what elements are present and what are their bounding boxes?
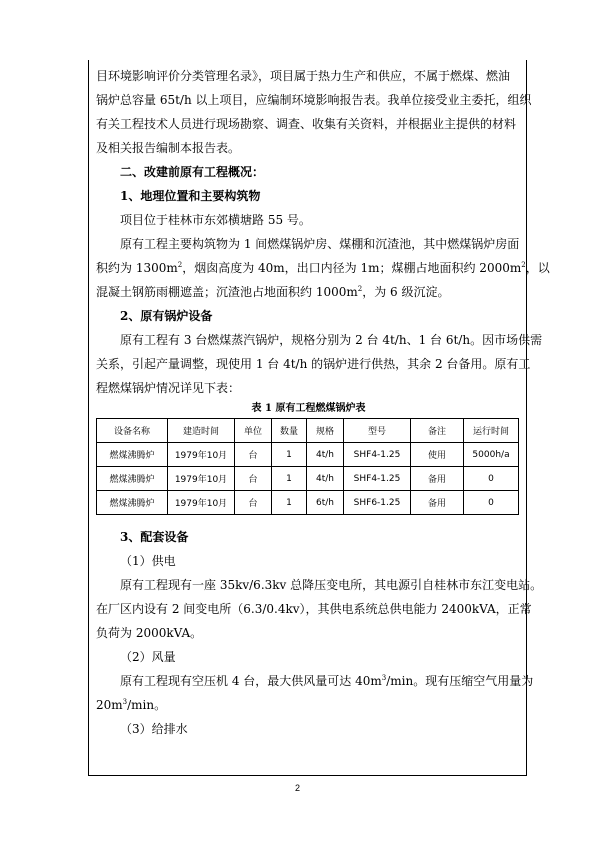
table-cell: 5000h/a [464, 443, 519, 467]
table-cell: 4t/h [307, 443, 344, 467]
paragraph-line: 负荷为 2000kVA。 [96, 626, 203, 640]
paragraph-line: 及相关报告编制本报告表。 [96, 141, 241, 155]
column-header: 建造时间 [168, 419, 235, 443]
paragraph-line: 锅炉总容量 65t/h 以上项目，应编制环境影响报告表。我单位接受业主委托，组织 [96, 93, 532, 107]
table-cell: 4t/h [307, 467, 344, 491]
paragraph-line: 关系，引起产量调整，现使用 1 台 4t/h 的锅炉进行供热，其余 2 台备用。原有工 [96, 357, 531, 371]
paragraph-line [96, 693, 521, 717]
paragraph-line: 在厂区内设有 2 间变电所（6.3/0.4kv），其供电系统总供电能力 2400kVA，正常 [96, 602, 532, 616]
paragraph-line: 原有工程主要构筑物为 1 间燃煤锅炉房、煤棚和沉渣池，其中燃煤锅炉房面 [120, 237, 520, 251]
table-cell: 1 [272, 443, 307, 467]
table-cell: 备用 [411, 467, 464, 491]
item-heading: （3）给排水 [120, 722, 188, 736]
paragraph-line: 原有工程现有一座 35kv/6.3kv 总降压变电所，其电源引自桂林市东江变电站。 [120, 578, 543, 592]
section-heading: 二、改建前原有工程概况： [120, 165, 265, 179]
table-cell: SHF4-1.25 [344, 467, 411, 491]
table-cell: 备用 [411, 491, 464, 515]
text-run: ，烟囱高度为 40m，出口内径为 1m；煤棚占地面积约 2000m [182, 261, 522, 275]
paragraph-line: 项目位于桂林市东郊横塘路 55 号。 [120, 213, 311, 227]
table-cell: 0 [464, 491, 519, 515]
table-cell: 1 [272, 491, 307, 515]
text-run: 混凝土钢筋雨棚遮盖；沉渣池占地面积约 1000m [96, 285, 358, 299]
subsection-heading: 3、配套设备 [120, 530, 189, 544]
paragraph-line: 目环境影响评价分类管理名录》，项目属于热力生产和供应，不属于燃煤、燃油 [96, 69, 511, 83]
superscript: 2 [177, 261, 183, 269]
table-cell: 1979年10月 [168, 491, 235, 515]
text-run: ，以 [525, 261, 550, 275]
column-header: 型号 [344, 419, 411, 443]
table-cell: 燃煤沸腾炉 [97, 491, 168, 515]
table-cell: 1979年10月 [168, 443, 235, 467]
text-run: 20m [96, 698, 123, 712]
superscript: 2 [521, 261, 526, 269]
table-cell: 燃煤沸腾炉 [97, 467, 168, 491]
item-heading: （2）风量 [120, 650, 176, 664]
column-header: 数量 [272, 419, 307, 443]
table-cell: 台 [235, 491, 272, 515]
text-run: /min。现有压缩空气用量为 [386, 674, 534, 688]
table-cell: 台 [235, 467, 272, 491]
table-cell: 使用 [411, 443, 464, 467]
subsection-heading: 2、原有锅炉设备 [120, 309, 213, 323]
table-header-row [97, 419, 519, 443]
paragraph-line: 原有工程有 3 台燃煤蒸汽锅炉，规格分别为 2 台 4t/h、1 台 6t/h。因市场供需 [120, 333, 543, 347]
superscript: 2 [357, 285, 363, 293]
spacer [96, 515, 521, 525]
column-header: 设备名称 [97, 419, 168, 443]
superscript: 3 [122, 698, 128, 706]
table-cell: 0 [464, 467, 519, 491]
text-run: ，为 6 级沉淀。 [362, 285, 450, 299]
item-heading: （1）供电 [120, 554, 176, 568]
table-cell: SHF4-1.25 [344, 443, 411, 467]
column-header: 单位 [235, 419, 272, 443]
column-header: 规格 [307, 419, 344, 443]
table-row [97, 491, 519, 515]
paragraph-line: 有关工程技术人员进行现场勘察、调查、收集有关资料，并根据业主提供的材料 [96, 117, 517, 131]
table-row [97, 443, 519, 467]
table-cell: 6t/h [307, 491, 344, 515]
paragraph-line [96, 280, 521, 304]
table-cell: 1 [272, 467, 307, 491]
text-run: 原有工程现有空压机 4 台，最大供风量可达 40m [120, 674, 382, 688]
column-header: 备注 [411, 419, 464, 443]
text-run: 积约为 1300m [96, 261, 178, 275]
boiler-table [96, 418, 519, 515]
page-number: 2 [294, 783, 300, 793]
superscript: 3 [381, 674, 387, 682]
document-body [96, 64, 550, 741]
paragraph-line: 程燃煤锅炉情况详见下表： [96, 381, 241, 395]
subsection-heading: 1、地理位置和主要构筑物 [120, 189, 261, 203]
table-cell: SHF6-1.25 [344, 491, 411, 515]
table-caption: 表 1 原有工程燃煤锅炉表 [251, 403, 366, 414]
table-cell: 1979年10月 [168, 467, 235, 491]
table-row [97, 467, 519, 491]
table-cell: 台 [235, 443, 272, 467]
paragraph-line [96, 669, 534, 693]
paragraph-line [96, 256, 550, 280]
text-run: /min。 [127, 698, 167, 712]
table-cell: 燃煤沸腾炉 [97, 443, 168, 467]
column-header: 运行时间 [464, 419, 519, 443]
